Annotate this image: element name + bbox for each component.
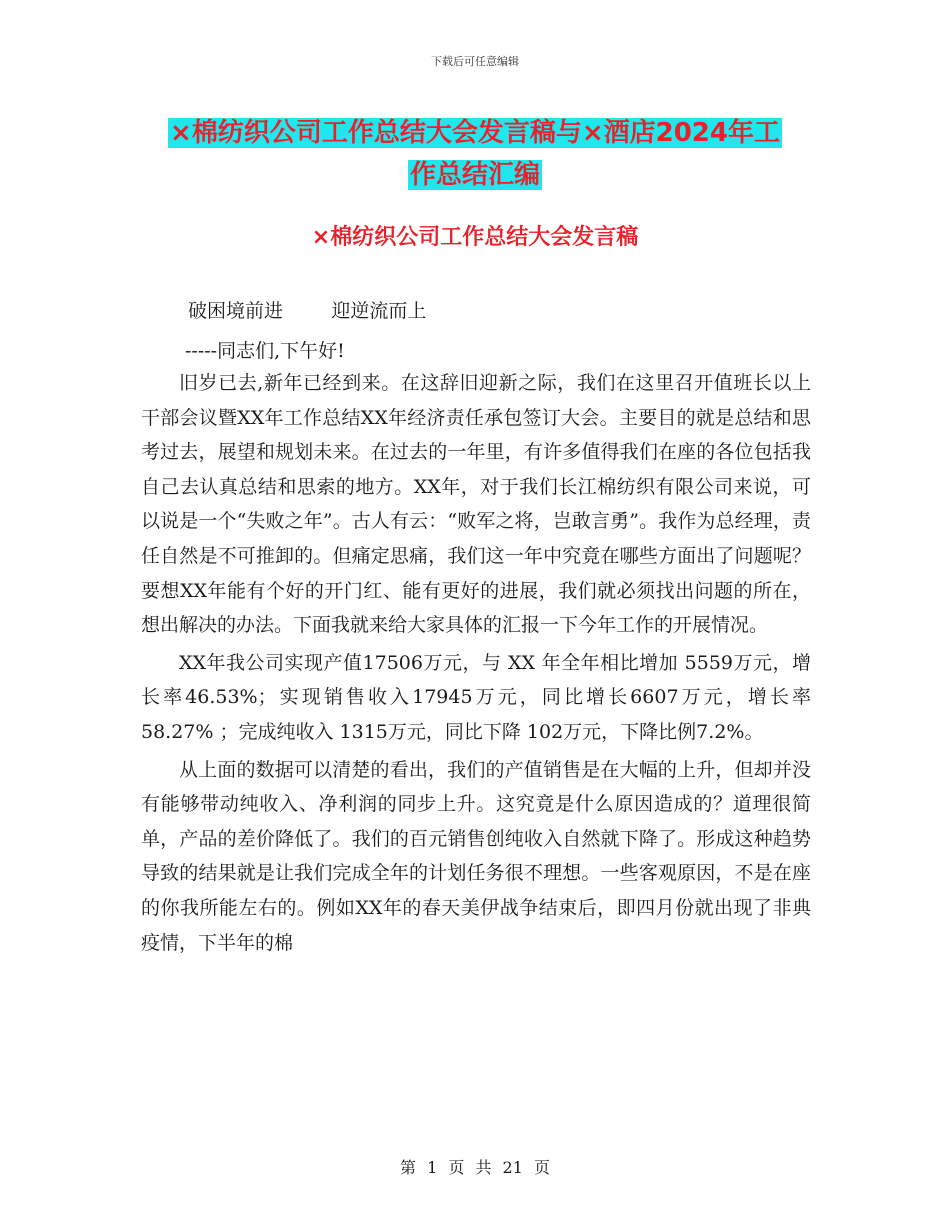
paragraph-3: 从上面的数据可以清楚的看出，我们的产值销售是在大幅的上升，但却并没有能够带动纯收入、净利润的同步上升。这究竟是什么原因造成的？道理很简单，产品的差价降低了。我们的百元销售创纯收入自然就下降了。形成这种趋势导致的结果就是让我们完成全年的计划任务很不理想。一些客观原因，不是在座的你我所能左右的。例如XX年的春天美伊战争结束后，即四月份就出现了非典疫情，下半年的棉 [141,758,811,954]
section-title: ×棉纺织公司工作总结大会发言稿 [311,225,639,250]
greeting: -----同志们,下午好! [185,340,345,362]
header-note: 下载后可任意编辑 [431,55,519,68]
motto: 破困境前进 迎逆流而上 [188,300,427,322]
paragraph-1: 旧岁已去,新年已经到来。在这辞旧迎新之际，我们在这里召开值班长以上干部会议暨XX年工作总结XX年经济责任承包签订大会。主要目的就是总结和思考过去，展望和规划未来。在过去的一年里，有许多值得我们在座的各位包括我自己去认真总结和思索的地方。XX年，对于我们长江棉纺织有限公司来说，可以说是一个“失败之年”。古人有云：“败军之将，岂敢言勇”。我作为总经理，责任自然是不可推卸的。但痛定思痛，我们这一年中究竟在哪些方面出了问题呢？要想XX年能有个好的开门红、能有更好的进展，我们就必须找出问题的所在，想出解决的办法。下面我就来给大家具体的汇报一下今年工作的开展情况。 [141,372,811,637]
paragraph-2: XX年我公司实现产值17506万元，与 XX 年全年相比增加 5559万元，增长率46.53%；实现销售收入17945万元，同比增长6607万元，增长率58.27% ；完成纯收入 1315万元，同比下降 102万元，下降比例7.2%。 [141,651,811,743]
page-footer: 第 1 页 共 21 页 [400,1158,550,1177]
document-title-line-2: 作总结汇编 [409,160,540,190]
document-title-line-1: ×棉纺织公司工作总结大会发言稿与×酒店2024年工 [170,118,780,148]
body-text [141,366,811,963]
document-title [0,112,950,196]
